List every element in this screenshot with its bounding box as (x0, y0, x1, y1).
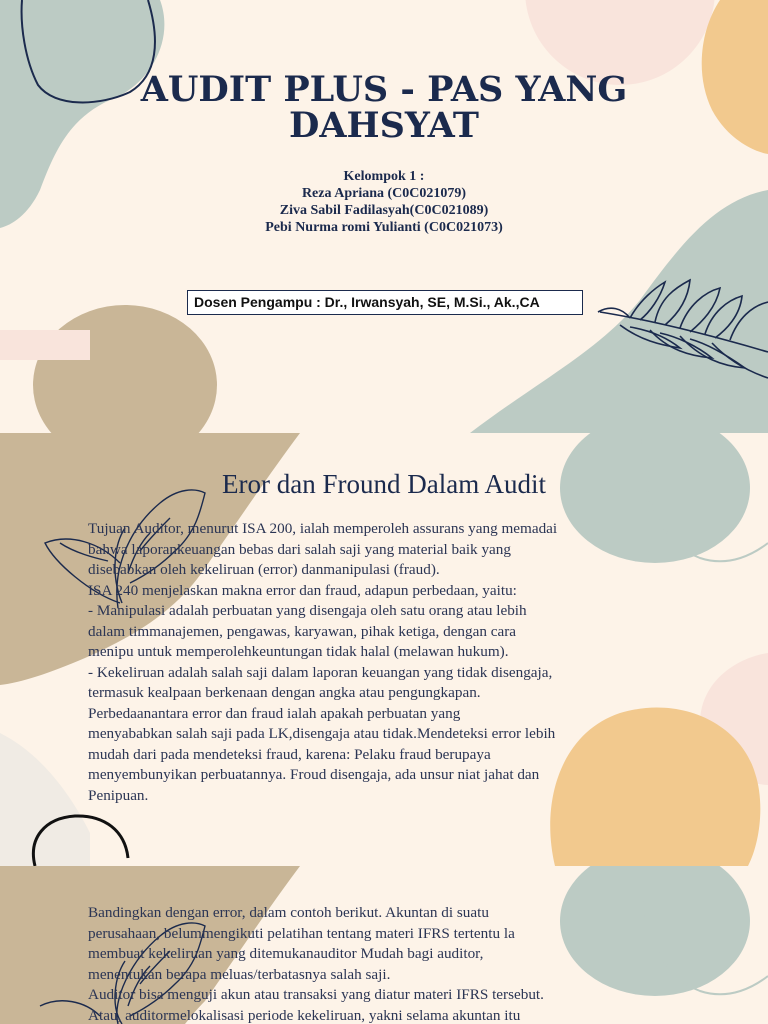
group-label: Kelompok 1 : (343, 169, 425, 184)
member-name: Reza Apriana (C0C021079) (301, 186, 467, 201)
lecturer-box: Dosen Pengampu : Dr., Irwansyah, SE, M.Si., Ak.,CA (187, 290, 583, 315)
text-line: Perbedaanantara error dan fraud ialah apakah perbuatan yang (88, 704, 461, 722)
text-line: Tujuan Auditor, menurut ISA 200, ialah memperoleh assurans yang memadai (88, 520, 558, 537)
text-line: bahwa laporankeuangan bebas dari salah saji yang material baik yang (88, 540, 511, 558)
text-line: membuat kekeliruan yang ditemukanauditor Mudah bagi auditor, (88, 945, 484, 962)
member-name: Pebi Nurma romi Yulianti (C0C021073) (265, 220, 503, 235)
text-line: dalam timmanajemen, pengawas, karyawan, pihak ketiga, dengan cara (88, 622, 517, 640)
title-line-1: AUDIT PLUS - PAS YANG (140, 69, 628, 110)
text-line: menentukan berapa meluas/terbatasnya salah saji. (88, 965, 391, 983)
text-line: Bandingkan dengan error, dalam contoh berikut. Akuntan di suatu (88, 904, 489, 921)
text-line: termasuk kealpaan berkenaan dengan angka atau pengungkapan. (88, 684, 481, 701)
text-line: menyababkan salah saji pada LK,disengaja atau tidak.Mendeteksi error lebih (88, 725, 556, 742)
text-line: menyembunyikan perbuatannya. Froud disengaja, ada unsur niat jahat dan (88, 766, 540, 783)
text-line: Atau, auditormelokalisasi periode kekeliruan, yakni selama akuntan itu (88, 1006, 521, 1024)
slide-error-fraud (0, 433, 768, 866)
text-line: mudah dari pada mendeteksi fraud, karena: Pelaku fraud berupaya (88, 745, 491, 763)
slide-heading: Eror dan Fround Dalam Audit (222, 469, 546, 499)
text-line: ISA 240 menjelaskan makna error dan fraud, adapun perbedaan, yaitu: (88, 581, 517, 599)
grey-blob-left (0, 733, 90, 866)
slide3-body (88, 903, 648, 1024)
text-line: Auditor bisa menguji akun atau transaksi yang diatur materi IFRS tersebut. (88, 986, 544, 1003)
text-line: perusahaan, belummengikuti pelatihan tentang materi IFRS tertentu la (88, 924, 515, 942)
text-line: disebabkan oleh kekeliruan (error) danmanipulasi (fraud). (88, 561, 440, 578)
group-members (0, 168, 768, 236)
pink-strip-left (0, 330, 90, 360)
tan-circle-left (33, 305, 217, 433)
member-name: Ziva Sabil Fadilasyah(C0C021089) (279, 203, 489, 218)
slide2-body (88, 519, 648, 806)
text-line: - Manipulasi adalah perbuatan yang disengaja oleh satu orang atau lebih (88, 602, 527, 619)
text-line: - Kekeliruan adalah salah saji dalam laporan keuangan yang tidak disengaja, (88, 663, 553, 681)
slide-title (0, 0, 768, 433)
presentation-title (0, 69, 768, 146)
text-line: menipu untuk memperolehkeuntungan tidak halal (melawan hukum). (88, 643, 509, 660)
slide-error-example (0, 866, 768, 1024)
text-line: Penipuan. (88, 786, 149, 804)
title-line-2: DAHSYAT (289, 105, 479, 146)
